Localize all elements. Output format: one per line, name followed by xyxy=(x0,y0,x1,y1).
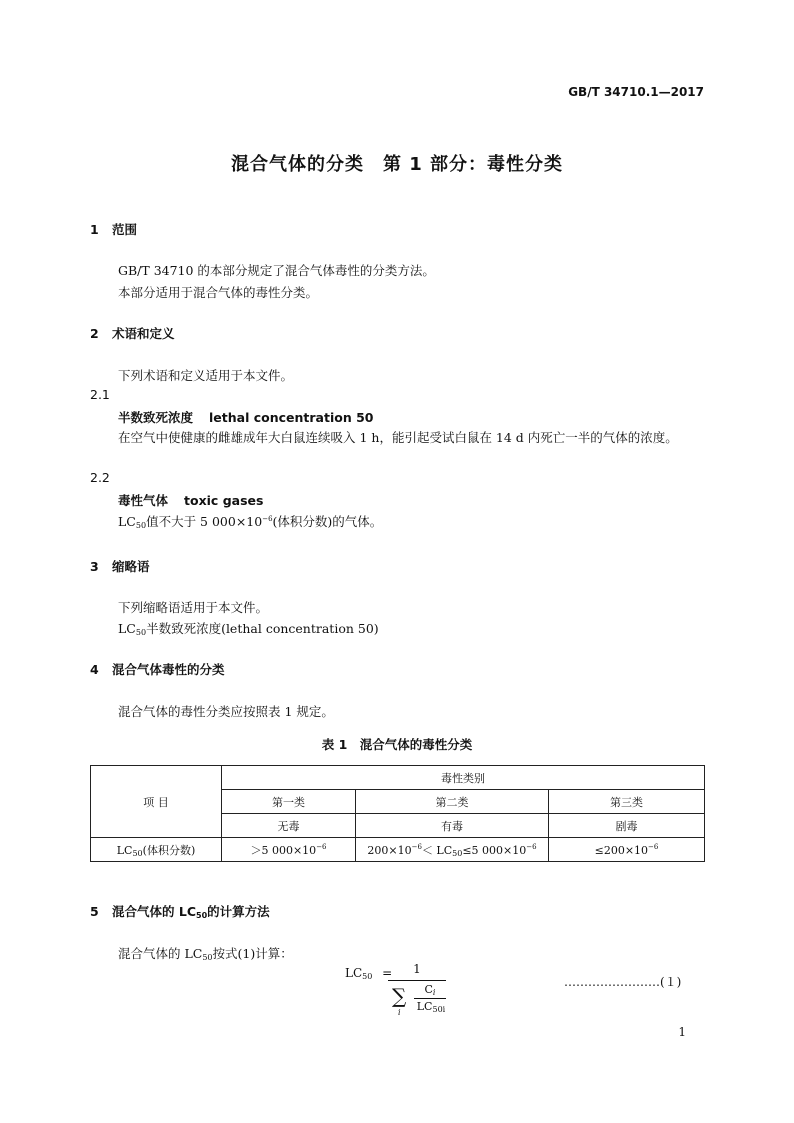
page-number: 1 xyxy=(678,1025,686,1039)
lc-symbol: LC xyxy=(118,621,136,636)
clause-number: 2.2 xyxy=(90,470,110,485)
section-title: 术语和定义 xyxy=(112,326,175,341)
definition-text: 值不大于 5 000×10 xyxy=(146,514,263,529)
term-zh: 毒性气体 xyxy=(118,493,169,508)
subscript: 50 xyxy=(202,953,213,962)
term-en: toxic gases xyxy=(184,493,264,508)
exponent: −6 xyxy=(411,842,422,851)
class-3-range xyxy=(549,838,705,862)
definition-text: (体积分数)的气体。 xyxy=(272,514,383,529)
term-entry-toxic-gases xyxy=(118,491,263,509)
term-definition: 在空气中使健康的雌雄成年大白鼠连续吸入 1 h，能引起受试白鼠在 14 d 内死亡一半的气体的浓度。 xyxy=(118,430,678,445)
classification-intro: 混合气体的毒性分类应按照表 1 规定。 xyxy=(118,704,334,719)
exponent: −6 xyxy=(648,842,659,851)
range-text: ≤200×10 xyxy=(594,843,649,857)
section-number: 4 xyxy=(90,662,99,677)
section-4-heading xyxy=(90,660,225,678)
scope-paragraph-1: GB/T 34710 的本部分规定了混合气体毒性的分类方法。 xyxy=(118,263,435,278)
intro-text: 混合气体的 LC xyxy=(118,946,203,961)
terms-intro: 下列术语和定义适用于本文件。 xyxy=(118,368,294,383)
range-text: ＜ LC xyxy=(421,843,453,857)
summation-index: i xyxy=(398,1008,401,1017)
term-definition xyxy=(118,512,382,530)
equation-number: ……………………(１) xyxy=(564,975,682,989)
section-number: 3 xyxy=(90,559,99,574)
calculation-intro xyxy=(118,944,293,962)
section-number: 1 xyxy=(90,222,99,237)
term-zh: 半数致死浓度 xyxy=(118,410,194,425)
inner-denominator xyxy=(414,1000,448,1014)
main-fraction-bar xyxy=(388,980,446,981)
clause-number: 2.1 xyxy=(90,387,110,402)
category-group-header: 毒性类别 xyxy=(222,766,705,790)
toxicity-classification-table xyxy=(90,765,705,862)
concentration-symbol: C xyxy=(424,983,433,996)
class-1-name: 无毒 xyxy=(222,814,356,838)
class-1-range xyxy=(222,838,356,862)
section-title: 的计算方法 xyxy=(207,904,270,919)
abbreviations-intro: 下列缩略语适用于本文件。 xyxy=(118,600,269,615)
exponent: −6 xyxy=(262,515,273,523)
subscript: 50 xyxy=(362,972,373,981)
range-text: ＞5 000×10 xyxy=(250,843,317,857)
class-2-range xyxy=(356,838,549,862)
abbreviation-text: 半数致死浓度(lethal concentration 50) xyxy=(146,621,379,636)
standard-code: GB/T 34710.1—2017 xyxy=(568,85,704,99)
intro-text: 按式(1)计算： xyxy=(212,946,293,961)
term-en: lethal concentration 50 xyxy=(209,410,374,425)
lc-symbol: LC xyxy=(118,514,136,529)
class-2-header: 第二类 xyxy=(356,790,549,814)
class-1-header: 第一类 xyxy=(222,790,356,814)
subscript: 50 xyxy=(135,628,147,637)
inner-fraction-bar xyxy=(414,998,446,999)
subscript: i xyxy=(432,988,436,997)
range-text: 200×10 xyxy=(367,843,412,857)
section-title: 缩略语 xyxy=(112,559,150,574)
table-row xyxy=(91,766,705,790)
subscript: 50 xyxy=(135,521,147,530)
row-label-text: (体积分数) xyxy=(142,843,196,857)
lc-symbol: LC xyxy=(416,1000,433,1013)
inner-numerator xyxy=(414,983,446,997)
class-3-name: 剧毒 xyxy=(549,814,705,838)
row-label-lc50 xyxy=(91,838,222,862)
equals-sign: = xyxy=(382,966,393,980)
document-title: 混合气体的分类 第 1 部分：毒性分类 xyxy=(230,154,564,175)
section-number: 2 xyxy=(90,326,99,341)
subscript: 50 xyxy=(132,848,143,858)
table-title: 表 1 混合气体的毒性分类 xyxy=(321,737,473,752)
table-row xyxy=(91,838,705,862)
lc-symbol: LC xyxy=(345,966,363,980)
exponent: −6 xyxy=(526,842,537,851)
section-title: 混合气体的 LC xyxy=(112,904,196,919)
section-1-heading xyxy=(90,220,137,238)
section-5-heading xyxy=(90,902,270,920)
item-header-cell: 项 目 xyxy=(91,766,222,838)
term-entry-lc50 xyxy=(118,408,373,426)
section-3-heading xyxy=(90,557,150,575)
section-number: 5 xyxy=(90,904,99,919)
subscript: 50 xyxy=(196,911,208,920)
class-3-header: 第三类 xyxy=(549,790,705,814)
section-title: 范围 xyxy=(112,222,138,237)
subscript: 50 xyxy=(452,848,463,858)
formula-numerator: 1 xyxy=(413,962,421,976)
section-title: 混合气体毒性的分类 xyxy=(112,662,225,677)
range-text: ≤5 000×10 xyxy=(462,843,527,857)
lc-symbol: LC xyxy=(116,843,133,857)
summation-sign: ∑ xyxy=(392,984,407,1008)
formula-lhs xyxy=(345,966,392,981)
exponent: −6 xyxy=(316,842,327,851)
subscript: 50i xyxy=(432,1005,446,1014)
class-2-name: 有毒 xyxy=(356,814,549,838)
abbreviation-entry xyxy=(118,619,379,637)
section-2-heading xyxy=(90,324,175,342)
scope-paragraph-2: 本部分适用于混合气体的毒性分类。 xyxy=(118,285,319,300)
